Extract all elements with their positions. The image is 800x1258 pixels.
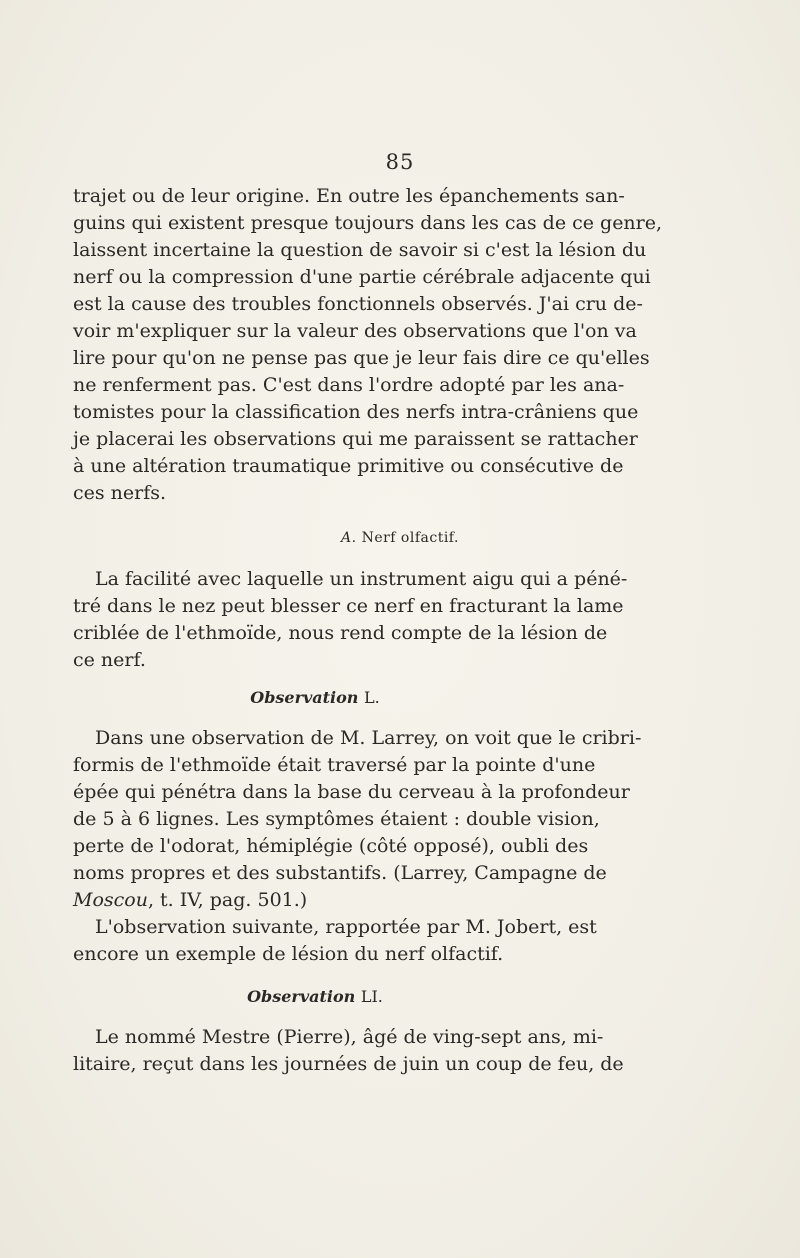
observation-title: Observation bbox=[250, 688, 359, 707]
text-line: La facilité avec laquelle un instrument aigu qui a péné- bbox=[95, 568, 628, 590]
text-line: ne renferment pas. C'est dans l'ordre adopté par les ana- bbox=[73, 374, 625, 396]
text-line: nerf ou la compression d'une partie cérébrale adjacente qui bbox=[73, 266, 651, 288]
paragraph-1 bbox=[73, 183, 663, 507]
paragraph-5 bbox=[73, 1024, 624, 1078]
text-line: litaire, reçut dans les journées de juin un coup de feu, de bbox=[73, 1053, 624, 1075]
paragraph-4 bbox=[73, 914, 597, 968]
observation-number: LI. bbox=[360, 987, 383, 1006]
observation-heading bbox=[0, 688, 630, 707]
observation-title: Observation bbox=[247, 987, 356, 1006]
text-line: lire pour qu'on ne pense pas que je leur fais dire ce qu'elles bbox=[73, 347, 650, 369]
text-line: laissent incertaine la question de savoir si c'est la lésion du bbox=[73, 239, 647, 261]
text-line: est la cause des troubles fonctionnels observés. J'ai cru de- bbox=[73, 293, 643, 315]
text-line: ce nerf. bbox=[73, 649, 146, 671]
text-line: trajet ou de leur origine. En outre les épanchements san- bbox=[73, 185, 625, 207]
text-line: perte de l'odorat, hémiplégie (côté opposé), oubli des bbox=[73, 835, 589, 857]
observation-heading bbox=[0, 987, 630, 1006]
paragraph-2 bbox=[73, 566, 628, 674]
paragraph-3 bbox=[73, 725, 642, 914]
text-line: formis de l'ethmoïde était traversé par la pointe d'une bbox=[73, 754, 596, 776]
text-line: tré dans le nez peut blesser ce nerf en fracturant la lame bbox=[73, 595, 624, 617]
text-line: de 5 à 6 lignes. Les symptômes étaient : double vision, bbox=[73, 808, 600, 830]
text-line: à une altération traumatique primitive ou consécutive de bbox=[73, 455, 624, 477]
text-line: tomistes pour la classification des nerfs intra-crâniens que bbox=[73, 401, 639, 423]
text-line: épée qui pénétra dans la base du cerveau à la profondeur bbox=[73, 781, 630, 803]
text-line bbox=[73, 887, 563, 914]
page-number: 85 bbox=[385, 150, 415, 174]
citation-rest: , t. IV, pag. 501.) bbox=[147, 889, 308, 911]
section-heading bbox=[0, 530, 800, 546]
observation-number: L. bbox=[364, 688, 380, 707]
italic-title: Moscou bbox=[73, 889, 148, 911]
text-line: je placerai les observations qui me paraissent se rattacher bbox=[73, 428, 638, 450]
text-line: ces nerfs. bbox=[73, 482, 167, 504]
text-line: Le nommé Mestre (Pierre), âgé de ving-sept ans, mi- bbox=[95, 1026, 604, 1048]
text-line: guins qui existent presque toujours dans les cas de ce genre, bbox=[73, 212, 663, 234]
section-letter: A. bbox=[341, 530, 357, 546]
section-label: Nerf olfactif. bbox=[361, 530, 459, 546]
text-line: noms propres et des substantifs. (Larrey, Campagne de bbox=[73, 862, 607, 884]
text-line: Dans une observation de M. Larrey, on voit que le cribri- bbox=[95, 727, 642, 749]
text-line: voir m'expliquer sur la valeur des observations que l'on va bbox=[73, 320, 637, 342]
text-line: L'observation suivante, rapportée par M. Jobert, est bbox=[95, 916, 597, 938]
text-line: criblée de l'ethmoïde, nous rend compte de la lésion de bbox=[73, 622, 608, 644]
text-line: encore un exemple de lésion du nerf olfactif. bbox=[73, 943, 504, 965]
